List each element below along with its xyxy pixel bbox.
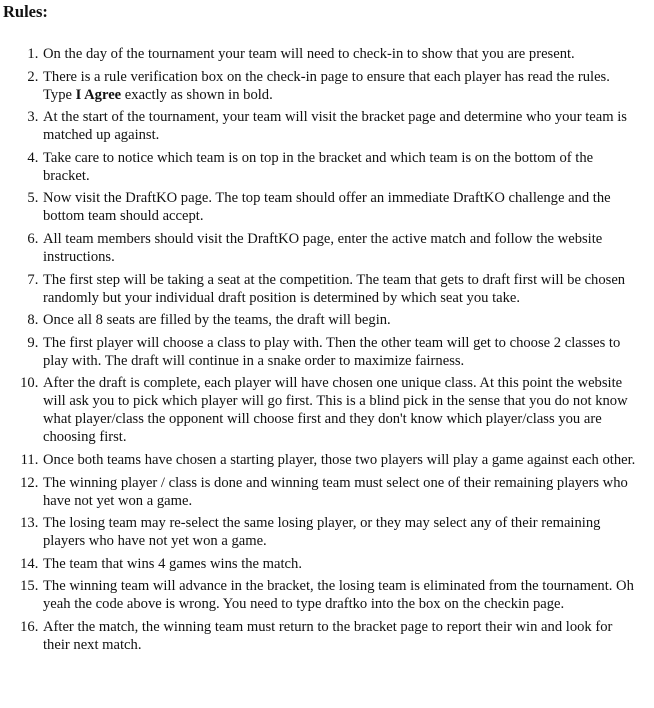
list-item [42,271,642,307]
page-title: Rules: [3,2,48,21]
rule-text: The team that wins 4 games wins the match. [43,555,302,572]
list-item [42,334,642,370]
rules-list [3,45,642,654]
list-item [42,45,642,63]
list-item [42,555,642,573]
rule-text: After the draft is complete, each player will have chosen one unique class. At this point the website will ask you to pick which player will go first. This is a blind pick in the sense that you do not know what player/class the opponent will choose first and they don't know which player/class you are choosing first. [43,375,628,446]
rule-text: Now visit the DraftKO page. The top team should offer an immediate DraftKO challenge and the bottom team should accept. [43,190,611,225]
list-item [42,230,642,266]
rule-text: Once all 8 seats are filled by the teams, the draft will begin. [43,312,391,329]
rule-text: The losing team may re-select the same losing player, or they may select any of their remaining players who have not yet won a game. [43,515,601,550]
list-item [42,149,642,185]
rule-text: On the day of the tournament your team will need to check-in to show that you are present. [43,46,575,62]
rule-bold-phrase: I Agree [75,86,122,103]
rule-text: Take care to notice which team is on top in the bracket and which team is on the bottom of the bracket. [43,149,594,184]
rule-text: Once both teams have chosen a starting player, those two players will play a game against each other. [43,451,636,468]
rule-text: The winning team will advance in the bracket, the losing team is eliminated from the tournament. Oh yeah the code above is wrong. You need to type draftko into the box on the checkin page. [43,578,634,613]
list-item [42,68,642,104]
list-item [42,189,642,225]
rule-text: After the match, the winning team must return to the bracket page to report their win and look for their next match. [43,618,613,653]
list-item [42,311,642,329]
list-item [42,451,642,469]
rule-text: At the start of the tournament, your team will visit the bracket page and determine who your team is matched up against. [43,109,627,144]
list-item [42,577,642,613]
rule-text-before: There is a rule verification box on the check-in page to ensure that each player has read the rules. Type [43,68,610,103]
rule-text-after: exactly as shown in bold. [121,86,273,103]
list-item [42,514,642,550]
list-item [42,108,642,144]
list-item [42,618,642,654]
rule-text: The first step will be taking a seat at the competition. The team that gets to draft first will be chosen randomly but your individual draft position is determined by which seat you take. [43,271,626,306]
list-item [42,374,642,446]
rule-text: The first player will choose a class to play with. Then the other team will get to choose 2 classes to play with. The draft will continue in a snake order to maximize fairness. [43,334,621,369]
list-item [42,474,642,510]
rule-text: All team members should visit the DraftKO page, enter the active match and follow the website instructions. [43,230,603,265]
rule-text: The winning player / class is done and winning team must select one of their remaining players who have not yet won a game. [43,474,628,509]
